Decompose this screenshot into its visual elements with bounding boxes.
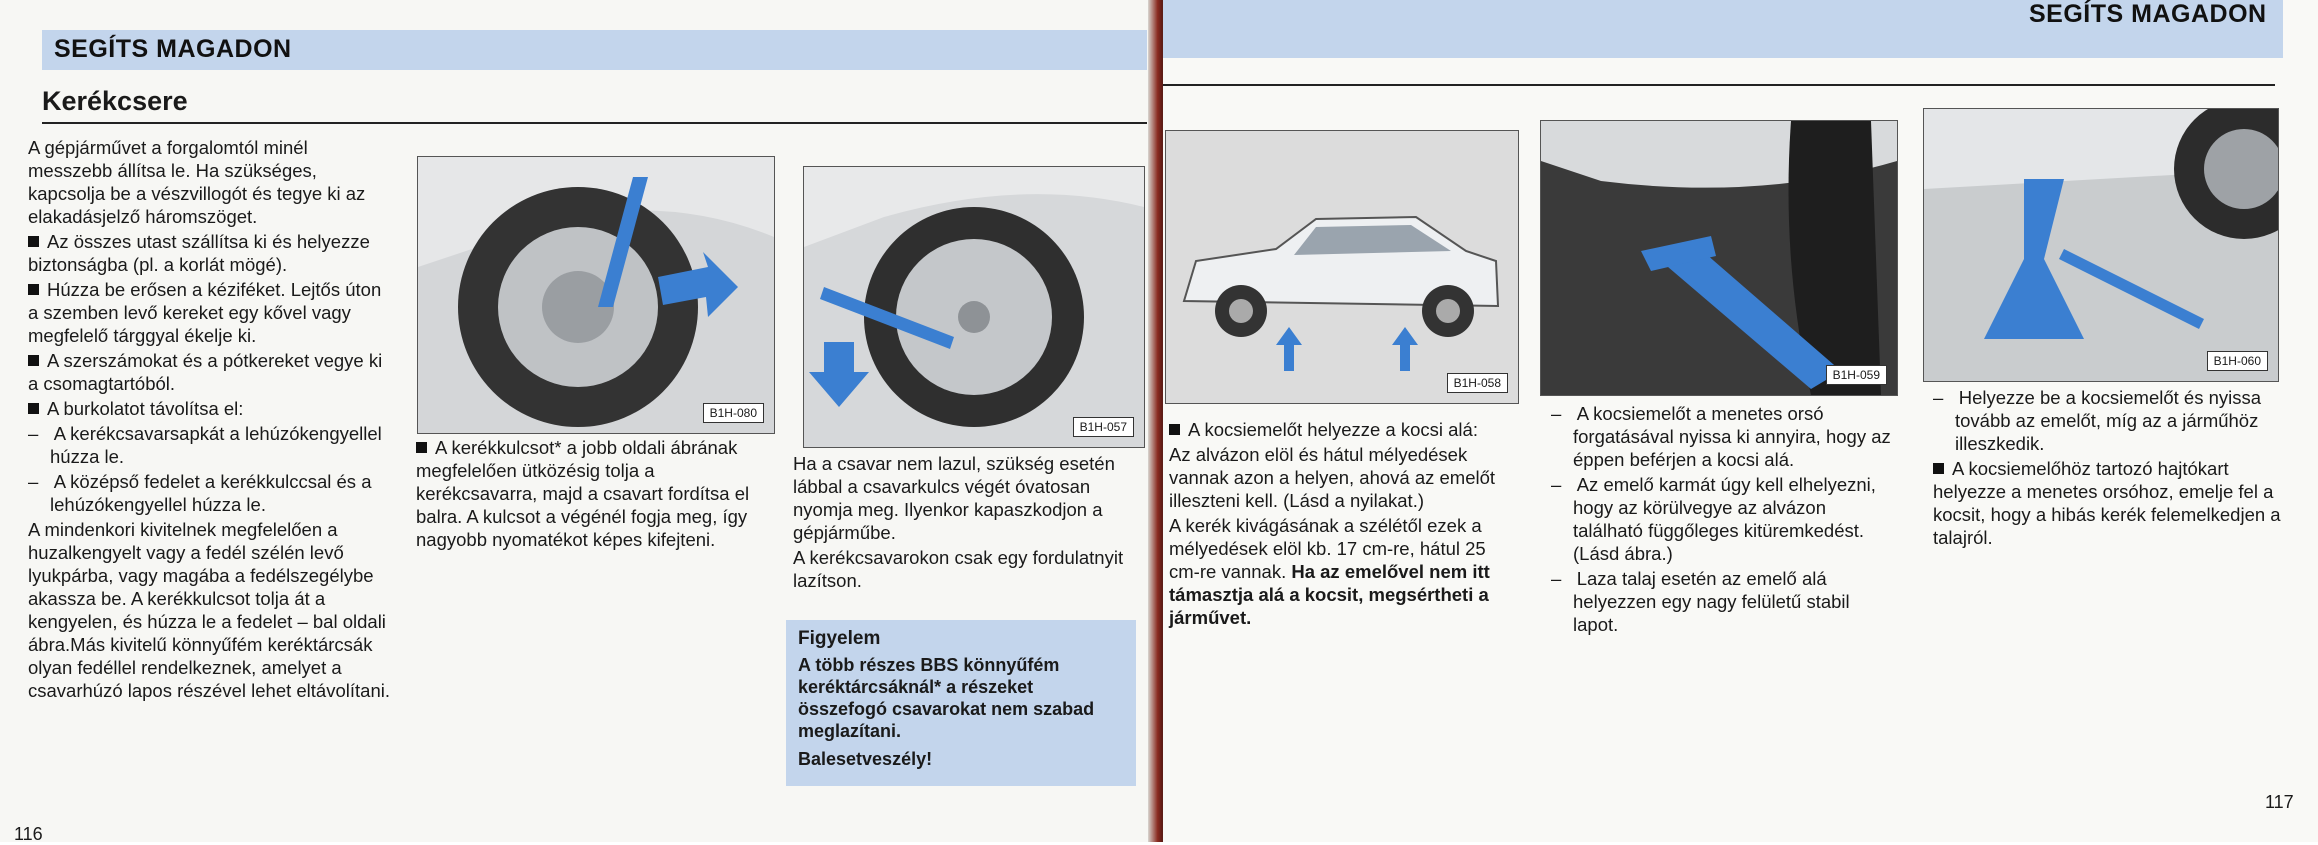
jack-lift-illustration [1924,109,2278,381]
bullet-item: Az összes utast szállítsa ki és helyezze biztonságba (pl. a korlát mögé). [28,231,370,275]
dash-item: – A középső fedelet a kerékkulccsal és a lehúzókengyellel húzza le. [28,471,372,515]
dash-item: – A kerékcsavarsapkát a lehúzókengyellel húzza le. [28,423,382,467]
paragraph: A kerék kivágásának a szélétől ezek a mélyedések elöl kb. 17 cm-re, hátul 25 cm-re vannak. Ha az emelővel nem itt támasztja alá a kocsit, megsértheti a járművet. [1169,515,1490,628]
paragraph: Az alvázon elöl és hátul mélyedések vannak azon a helyen, ahová az emelőt illeszteni kell. (Lásd a nyilakat.) [1169,444,1496,511]
bullet-square-icon [1169,424,1180,435]
page-number-left: 116 [14,824,43,844]
right-page [1163,0,2318,842]
figure-label: B1H-059 [1826,365,1887,385]
bullet-item: A kerékkulcsot* a jobb oldali ábrának megfelelően ütközésig tolja a kerékcsavarra, majd a csavart fordítsa el balra. A kulcsot a végénél fogja meg, így nagyobb nyomatékot képes kifejteni. [416,437,750,550]
paragraph: A gépjárművet a forgalomtól minél messzebb állítsa le. Ha szükséges, kapcsolja be a vészvillogót és tegye ki az elakadásjelző háromszöget. [28,137,366,227]
wheel-wrench-illustration [804,167,1144,447]
warning-footer: Balesetveszély! [798,749,933,769]
figure-jack-lifting [1923,108,2279,382]
page-number-right: 117 [2265,792,2294,812]
figure-wheel-cap-removal [417,156,775,434]
header-title-right: SEGÍTS MAGADON [2029,0,2267,28]
warning-box [786,620,1136,786]
warning-body: A több részes BBS könnyűfém keréktárcsáknál* a részeket összefogó csavarokat nem szabad meglazítani. [798,655,1095,741]
bullet-item: A kocsiemelőt helyezze a kocsi alá: [1169,418,1515,441]
warning-title: Figyelem [798,628,881,649]
bullet-square-icon [28,284,39,295]
left-text-column-1 [28,136,394,704]
left-text-column-3 [793,452,1141,594]
figure-jack-placement [1540,120,1898,396]
car-side-illustration [1166,131,1518,403]
bullet-square-icon [28,355,39,366]
bullet-item: A szerszámokat és a pótkereket vegye ki a csomagtartóból. [28,350,383,394]
paragraph: A mindenkori kivitelnek megfelelően a huzalkengyelt vagy a fedél szélén levő lyukpárba, vagy magába a fedélszegélybe akassza be. A kerékkulcsot tolja át a kengyelen, és húzza le a fedelet – bal oldali ábra.Más kivitelű könnyűfém keréktárcsák olyan fedéllel rendelkeznek, amelyet a csavarhúzó lapos részével lehet eltávolítani. [28,519,390,701]
section-rule [42,122,1147,124]
section-title: Kerékcsere [42,86,188,116]
figure-label: B1H-058 [1447,373,1508,393]
section-rule-right [1163,84,2275,86]
wheel-cap-illustration [418,157,774,433]
dash-item: – Laza talaj esetén az emelő alá helyezzen egy nagy felületű stabil lapot. [1551,568,1850,635]
right-text-column-2 [1551,402,1897,638]
header-title-left: SEGÍTS MAGADON [54,35,292,63]
bullet-square-icon [416,442,427,453]
figure-wheel-bolt-loosening [803,166,1145,448]
dash-item: – A kocsiemelőt a menetes orsó forgatásával nyissa ki annyira, hogy az éppen beférjen a kocsi alá. [1551,403,1891,470]
figure-label: B1H-080 [703,403,764,423]
bullet-square-icon [28,403,39,414]
figure-label: B1H-057 [1073,417,1134,437]
right-text-column-3 [1933,386,2283,551]
jack-under-car-illustration [1541,121,1897,395]
right-text-column-1 [1169,418,1515,631]
dash-item: – Az emelő karmát úgy kell elhelyezni, hogy az körülvegye az alvázon található függőleges kitüremkedést. (Lásd ábra.) [1551,474,1876,564]
bullet-item: Húzza be erősen a kéziféket. Lejtős úton a szemben levő kereket egy kővel vagy megfelelő tárggyal ékelje ki. [28,279,382,346]
bullet-item: A burkolatot távolítsa el: [28,397,394,420]
figure-label: B1H-060 [2207,351,2268,371]
figure-car-jack-points [1165,130,1519,404]
left-text-column-2 [416,436,768,553]
dash-item: – Helyezze be a kocsiemelőt és nyissa tovább az emelőt, míg az a járműhöz illeszkedik. [1933,387,2262,454]
paragraph: Ha a csavar nem lazul, szükség esetén lábbal a csavarkulcs végét óvatosan nyomja meg. Ilyenkor kapaszkodjon a gépjárműbe. [793,453,1115,543]
bullet-item: A kocsiemelőhöz tartozó hajtókart helyezze a menetes orsóhoz, emelje fel a kocsit, hogy a hibás kerék felemelkedjen a talajról. [1933,458,2281,548]
paragraph: A kerékcsavarokon csak egy fordulatnyit lazítson. [793,547,1124,591]
left-page [0,0,1155,842]
bullet-square-icon [28,236,39,247]
bullet-square-icon [1933,463,1944,474]
